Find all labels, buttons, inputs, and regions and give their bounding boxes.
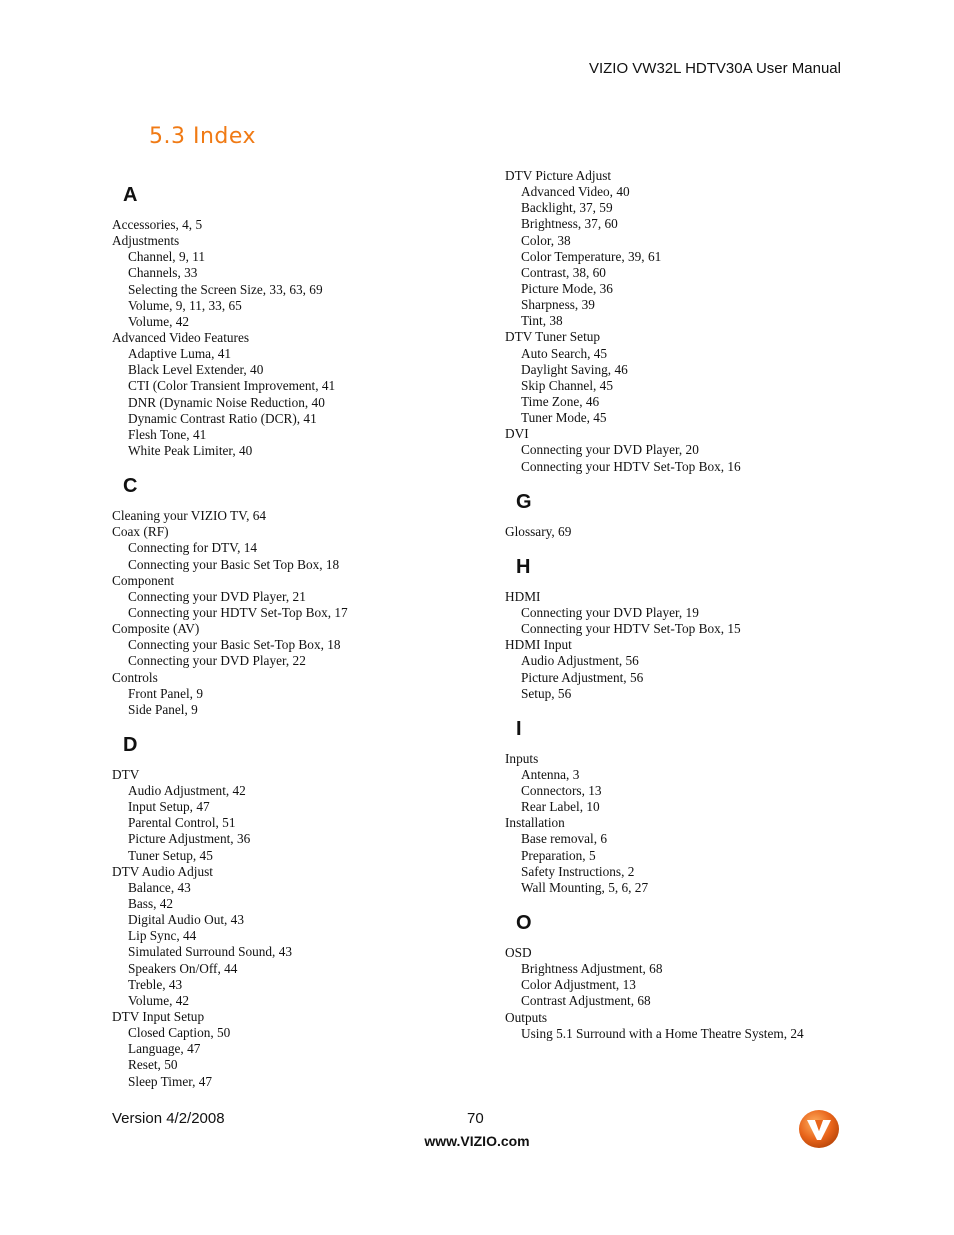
index-subentry: Connecting your DVD Player, 21 [128, 588, 306, 604]
index-subentry: Rear Label, 10 [521, 799, 600, 815]
index-subentry: Sleep Timer, 47 [128, 1073, 213, 1089]
index-entry: Inputs [505, 750, 539, 766]
index-subentry: Base removal, 6 [521, 831, 608, 847]
index-subentry: Daylight Saving, 46 [521, 361, 628, 377]
index-subentry: Front Panel, 9 [128, 685, 203, 701]
index-subentry: Advanced Video, 40 [521, 184, 630, 200]
index-subentry: Reset, 50 [128, 1057, 178, 1073]
index-subentry: Input Setup, 47 [128, 799, 210, 815]
index-letter-i: I [516, 717, 522, 740]
index-entry: Accessories, 4, 5 [112, 217, 203, 232]
index-entry: Advanced Video Features [112, 329, 250, 345]
index-subentry: Connectors, 13 [521, 783, 602, 799]
index-subentry: Time Zone, 46 [521, 393, 600, 409]
index-subentry: CTI (Color Transient Improvement, 41 [128, 378, 336, 394]
index-subentry: Closed Caption, 50 [128, 1025, 231, 1041]
index-subentry: Contrast Adjustment, 68 [521, 993, 651, 1009]
index-subentry: Lip Sync, 44 [128, 928, 197, 944]
index-letter-h: H [516, 555, 531, 578]
index-entry: Cleaning your VIZIO TV, 64 [112, 508, 267, 524]
index-subentry: Adaptive Luma, 41 [128, 346, 232, 362]
index-subentry: Volume, 42 [128, 313, 190, 329]
index-subentry: Bass, 42 [128, 896, 174, 912]
index-subentry: Connecting your Basic Set Top Box, 18 [128, 556, 340, 572]
index-subentry: Sharpness, 39 [521, 297, 595, 313]
index-letter-a: A [123, 184, 138, 206]
index-subentry: Treble, 43 [128, 976, 183, 992]
manual-title: VIZIO VW32L HDTV30A User Manual [588, 60, 841, 77]
index-entry: HDMI Input [505, 637, 572, 653]
index-letter-d: D [123, 733, 138, 756]
index-subentry: Connecting for DTV, 14 [128, 540, 258, 556]
index-letter-c: C [123, 475, 138, 498]
index-entry: OSD [505, 945, 532, 961]
index-entry: Outputs [505, 1009, 548, 1025]
index-subentry: Using 5.1 Surround with a Home Theatre System, 24 [521, 1025, 804, 1041]
index-subentry: Flesh Tone, 41 [128, 426, 207, 442]
index-entry: Adjustments [112, 233, 180, 249]
index-subentry: Setup, 56 [521, 685, 572, 701]
index-subentry: Color Temperature, 39, 61 [521, 248, 662, 264]
index-subentry: Volume, 9, 11, 33, 65 [128, 297, 242, 313]
index-subentry: White Peak Limiter, 40 [128, 442, 253, 458]
index-subentry: Balance, 43 [128, 879, 191, 895]
index-subentry: Audio Adjustment, 42 [128, 783, 246, 799]
index-subentry: Safety Instructions, 2 [521, 863, 635, 879]
index-subentry: Tuner Setup, 45 [128, 847, 213, 863]
index-subentry: Color, 38 [521, 232, 571, 248]
index-subentry: Connecting your HDTV Set-Top Box, 16 [521, 458, 741, 474]
index-entry: Installation [505, 815, 565, 831]
vizio-v-logo-icon [798, 1109, 840, 1149]
index-subentry: Backlight, 37, 59 [521, 200, 613, 216]
index-subentry: Brightness Adjustment, 68 [521, 961, 663, 977]
index-subentry: Connecting your DVD Player, 20 [521, 442, 699, 458]
index-subentry: Language, 47 [128, 1041, 201, 1057]
index-subentry: Picture Mode, 36 [521, 280, 613, 296]
index-subentry: Antenna, 3 [521, 766, 580, 782]
page-number: 70 [467, 1110, 484, 1127]
index-subentry: Connecting your DVD Player, 22 [128, 653, 306, 669]
index-entry: DVI [505, 426, 529, 442]
index-letter-g: G [516, 490, 532, 513]
index-subentry: Volume, 42 [128, 992, 190, 1008]
index-subentry: Wall Mounting, 5, 6, 27 [521, 879, 649, 895]
index-entry: HDMI [505, 588, 541, 604]
footer-version: Version 4/2/2008 [112, 1110, 225, 1127]
index-subentry: Simulated Surround Sound, 43 [128, 944, 292, 960]
index-subentry: Color Adjustment, 13 [521, 977, 636, 993]
index-entry: DTV Input Setup [112, 1009, 205, 1025]
index-subentry: DNR (Dynamic Noise Reduction, 40 [128, 394, 325, 410]
index-subentry: Digital Audio Out, 43 [128, 912, 244, 928]
index-subentry: Preparation, 5 [521, 847, 596, 863]
index-subentry: Connecting your HDTV Set-Top Box, 17 [128, 604, 348, 620]
index-entry: DTV [112, 766, 140, 782]
index-subentry: Channel, 9, 11 [128, 249, 206, 265]
section-title: 5.3 Index [149, 124, 257, 149]
index-subentry: Picture Adjustment, 36 [128, 831, 251, 847]
index-subentry: Tint, 38 [521, 313, 563, 329]
index-subentry: Audio Adjustment, 56 [521, 653, 639, 669]
index-subentry: Contrast, 38, 60 [521, 264, 606, 280]
index-subentry: Connecting your Basic Set-Top Box, 18 [128, 637, 341, 653]
index-entry: Composite (AV) [112, 621, 200, 637]
index-subentry: Side Panel, 9 [128, 701, 198, 717]
index-subentry: Brightness, 37, 60 [521, 216, 618, 232]
index-entry: DTV Picture Adjust [505, 168, 612, 183]
index-subentry: Auto Search, 45 [521, 345, 608, 361]
index-entry: Component [112, 572, 175, 588]
index-entry: Coax (RF) [112, 524, 169, 540]
index-subentry: Connecting your HDTV Set-Top Box, 15 [521, 621, 741, 637]
index-subentry: Selecting the Screen Size, 33, 63, 69 [128, 281, 323, 297]
index-subentry: Black Level Extender, 40 [128, 362, 264, 378]
index-entry: Glossary, 69 [505, 523, 572, 539]
index-subentry: Speakers On/Off, 44 [128, 960, 238, 976]
index-letter-o: O [516, 912, 532, 935]
index-subentry: Channels, 33 [128, 265, 198, 281]
footer-url[interactable]: www.VIZIO.com [424, 1133, 530, 1149]
index-subentry: Picture Adjustment, 56 [521, 669, 644, 685]
index-subentry: Skip Channel, 45 [521, 377, 613, 393]
index-entry: Controls [112, 669, 158, 685]
index-subentry: Parental Control, 51 [128, 815, 236, 831]
index-subentry: Tuner Mode, 45 [521, 410, 607, 426]
index-entry: DTV Audio Adjust [112, 863, 213, 879]
index-subentry: Connecting your DVD Player, 19 [521, 604, 699, 620]
index-entry: DTV Tuner Setup [505, 329, 601, 345]
index-subentry: Dynamic Contrast Ratio (DCR), 41 [128, 410, 317, 426]
